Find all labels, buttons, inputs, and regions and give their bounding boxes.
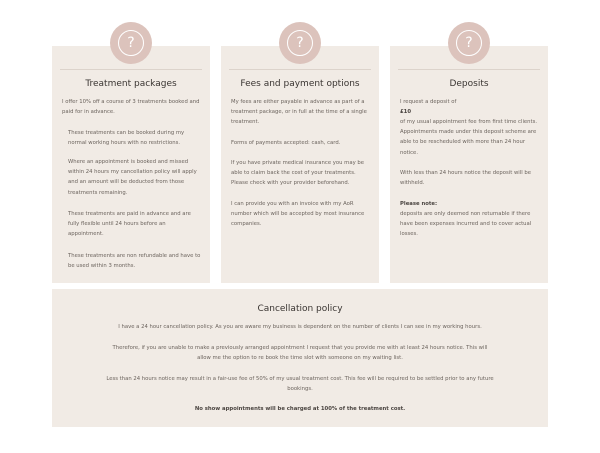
question-mark-icon: ?	[296, 35, 304, 51]
treatment-paragraph-4: These treatments are paid in advance and are fully flexible until 24 hours before an appointment.	[68, 211, 191, 238]
deposits-paragraph-3: With less than 24 hours notice the deposit will be withheld.	[400, 170, 532, 187]
fees-paragraph-4: I can provide you with an invoice with my AoR number which will be accepted by most insurance companies.	[231, 201, 365, 228]
fees-badge	[279, 22, 321, 64]
deposits-paragraph-2: of my usual appointment fee from first time clients. Appointments made under this deposit scheme are able to be rescheduled with more than 24 hour notice.	[400, 119, 538, 156]
treatment-badge	[110, 22, 152, 64]
fees-paragraph-2: Forms of payments accepted: cash, card.	[231, 140, 341, 146]
fees-paragraph-1: My fees are either payable in advance as part of a treatment package, or in full at the time of a single treatment.	[231, 99, 367, 126]
treatment-paragraph-3: Where an appointment is booked and missed within 24 hours my cancellation policy will apply and an amount will be deducted from those treatments remaining.	[68, 159, 197, 196]
treatment-paragraph-1: I offer 10% off a course of 3 treatments booked and paid for in advance.	[62, 99, 200, 116]
cancellation-paragraph-1: I have a 24 hour cancellation policy. As you are aware my business is dependent on the number of clients I can see in my working hours.	[118, 324, 482, 330]
deposits-badge	[448, 22, 490, 64]
card-divider	[398, 69, 540, 70]
treatment-paragraph-2: These treatments can be booked during my normal working hours with no restrictions.	[68, 130, 185, 147]
cancellation-paragraph-3: Less than 24 hours notice may result in a fair-use fee of 50% of my usual treatment cost. This fee will be required to be settled prior to any future bookings.	[106, 376, 494, 393]
cancellation-paragraph-4: No show appointments will be charged at 100% of the treatment cost.	[194, 406, 406, 412]
fees-paragraph-3: If you have private medical insurance you may be able to claim back the cost of your treatments. Please check with your provider beforehand.	[231, 160, 365, 187]
deposits-paragraph-1: I request a deposit of	[400, 99, 457, 105]
cancellation-paragraph-2: Therefore, if you are unable to make a previously arranged appointment I request that you provide me with at least 24 hours notice. This will allow me the option to re book the time slot with someone on my waiting list.	[112, 345, 488, 362]
card-divider	[60, 69, 202, 70]
card-title: Treatment packages	[85, 79, 177, 89]
deposits-paragraph-4: deposits are only deemed non returnable if there have been expenses incurred and to cover actual losses.	[400, 211, 532, 238]
treatment-packages-card	[52, 46, 210, 283]
deposits-card	[390, 46, 548, 283]
deposit-amount: £10	[400, 109, 412, 115]
card-title: Fees and payment options	[240, 79, 360, 89]
card-title: Deposits	[449, 79, 489, 89]
card-divider	[229, 69, 371, 70]
card-title: Cancellation policy	[257, 304, 343, 314]
treatment-paragraph-5: These treatments are non refundable and have to be used within 3 months.	[68, 253, 201, 270]
fees-card	[221, 46, 379, 283]
cancellation-policy-card	[52, 289, 548, 427]
question-mark-icon: ?	[127, 35, 135, 51]
deposits-note-label: Please note:	[400, 201, 438, 207]
question-mark-icon: ?	[465, 35, 473, 51]
